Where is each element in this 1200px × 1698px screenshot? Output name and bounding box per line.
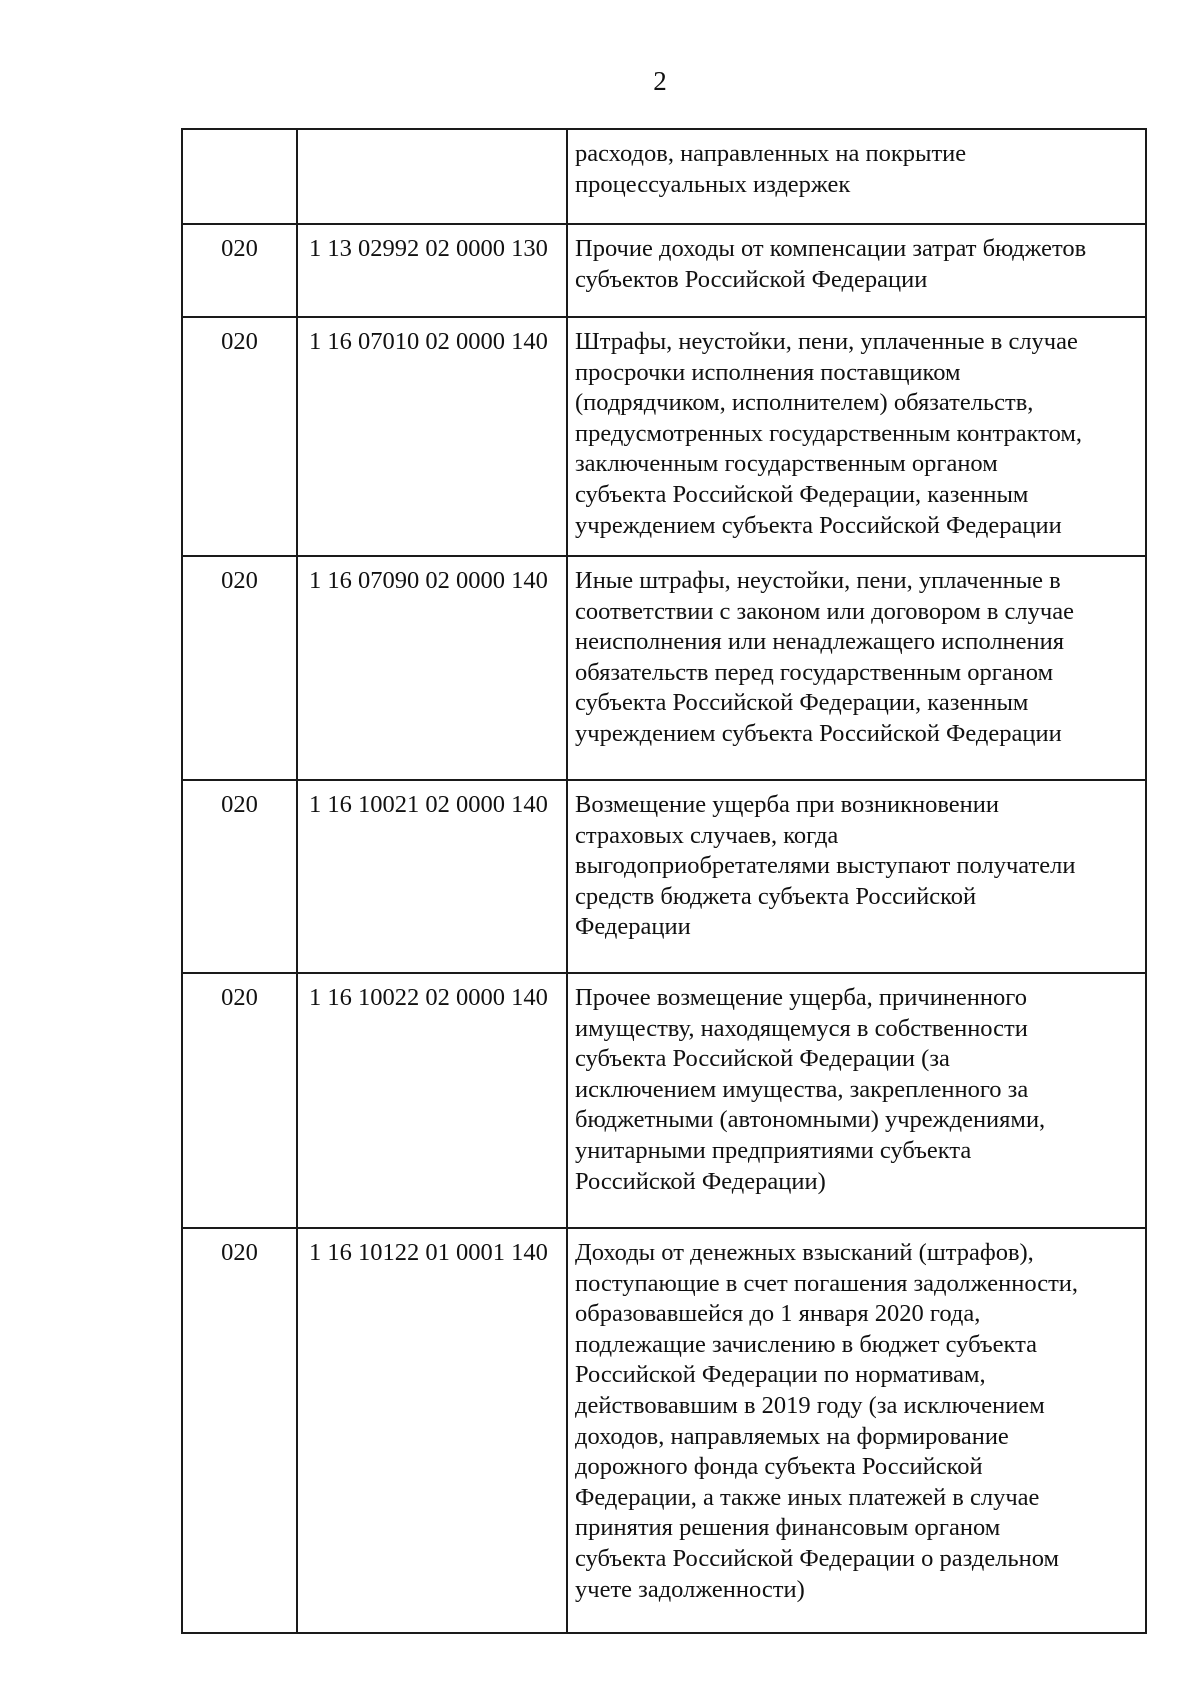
description-line: (подрядчиком, исполнителем) обязательств,	[575, 389, 1034, 417]
income-code-cell: 1 16 07090 02 0000 140	[297, 556, 567, 780]
description-line: выгодоприобретателями выступают получатели	[575, 852, 1076, 880]
admin-code-cell: 020	[182, 224, 297, 317]
description-line: расходов, направленных на покрытие	[575, 140, 967, 167]
description-line: неисполнения или ненадлежащего исполнения	[575, 628, 1065, 656]
description-line: средств бюджета субъекта Российской	[575, 882, 977, 910]
table-row	[182, 317, 1146, 556]
description-line: просрочки исполнения поставщиком	[575, 358, 961, 386]
description-line: страховых случаев, когда	[575, 821, 839, 849]
page-number: 2	[653, 66, 667, 96]
description-line: учреждением субъекта Российской Федерации	[575, 511, 1062, 539]
table-row	[182, 129, 1146, 224]
income-code-cell: 1 13 02992 02 0000 130	[297, 224, 567, 317]
description-line: субъекта Российской Федерации, казенным	[575, 480, 1029, 508]
description-line: Иные штрафы, неустойки, пени, уплаченные в	[575, 567, 1061, 594]
description-line: обязательств перед государственным органом	[575, 658, 1054, 686]
income-code-cell	[297, 129, 567, 224]
table-row	[182, 224, 1146, 317]
description-line: предусмотренных государственным контрактом,	[575, 419, 1082, 447]
description-line: заключенным государственным органом	[575, 450, 998, 478]
description-line: учете задолженности)	[575, 1575, 805, 1603]
admin-code-cell	[182, 129, 297, 224]
description-line: образовавшейся до 1 января 2020 года,	[575, 1300, 981, 1328]
description-line: Федерации, а также иных платежей в случае	[575, 1483, 1040, 1511]
description-cell	[567, 1228, 1146, 1633]
description-line: Прочие доходы от компенсации затрат бюджетов	[575, 235, 1087, 262]
description-line: Доходы от денежных взысканий (штрафов),	[575, 1239, 1034, 1266]
description-line: бюджетными (автономными) учреждениями,	[575, 1106, 1046, 1134]
description-line: исключением имущества, закрепленного за	[575, 1075, 1029, 1103]
table-body	[182, 129, 1146, 1633]
description-line: Федерации	[575, 913, 691, 941]
admin-code-cell: 020	[182, 556, 297, 780]
income-code-cell: 1 16 10021 02 0000 140	[297, 780, 567, 973]
description-cell	[567, 780, 1146, 973]
description-line: принятия решения финансовым органом	[575, 1514, 1001, 1542]
description-cell	[567, 556, 1146, 780]
description-line: унитарными предприятиями субъекта	[575, 1136, 972, 1164]
description-cell	[567, 224, 1146, 317]
description-line: дорожного фонда субъекта Российской	[575, 1453, 983, 1481]
description-line: учреждением субъекта Российской Федерации	[575, 719, 1062, 747]
income-codes-table	[181, 128, 1147, 1634]
description-line: Российской Федерации)	[575, 1167, 826, 1195]
description-line: субъектов Российской Федерации	[575, 265, 928, 293]
admin-code-cell: 020	[182, 780, 297, 973]
description-line: Прочее возмещение ущерба, причиненного	[575, 984, 1027, 1011]
income-code-cell: 1 16 07010 02 0000 140	[297, 317, 567, 556]
description-line: имуществу, находящемуся в собственности	[575, 1014, 1028, 1042]
table-row	[182, 1228, 1146, 1633]
description-line: действовавшим в 2019 году (за исключением	[575, 1391, 1045, 1419]
description-line: Штрафы, неустойки, пени, уплаченные в случае	[575, 328, 1078, 355]
description-line: процессуальных издержек	[575, 170, 851, 198]
income-code-cell: 1 16 10022 02 0000 140	[297, 973, 567, 1228]
admin-code-cell: 020	[182, 1228, 297, 1633]
table-row	[182, 556, 1146, 780]
description-line: Возмещение ущерба при возникновении	[575, 791, 1000, 818]
description-line: субъекта Российской Федерации о раздельном	[575, 1544, 1060, 1572]
description-cell	[567, 129, 1146, 224]
description-cell	[567, 317, 1146, 556]
description-line: поступающие в счет погашения задолженности,	[575, 1269, 1079, 1297]
admin-code-cell: 020	[182, 973, 297, 1228]
table-row	[182, 780, 1146, 973]
admin-code-cell: 020	[182, 317, 297, 556]
income-code-cell: 1 16 10122 01 0001 140	[297, 1228, 567, 1633]
description-line: субъекта Российской Федерации, казенным	[575, 689, 1029, 717]
description-line: подлежащие зачислению в бюджет субъекта	[575, 1330, 1037, 1358]
description-line: соответствии с законом или договором в случае	[575, 597, 1074, 625]
table-row	[182, 973, 1146, 1228]
description-cell	[567, 973, 1146, 1228]
description-line: субъекта Российской Федерации (за	[575, 1045, 950, 1073]
description-line: Российской Федерации по нормативам,	[575, 1361, 986, 1389]
description-line: доходов, направляемых на формирование	[575, 1422, 1009, 1450]
